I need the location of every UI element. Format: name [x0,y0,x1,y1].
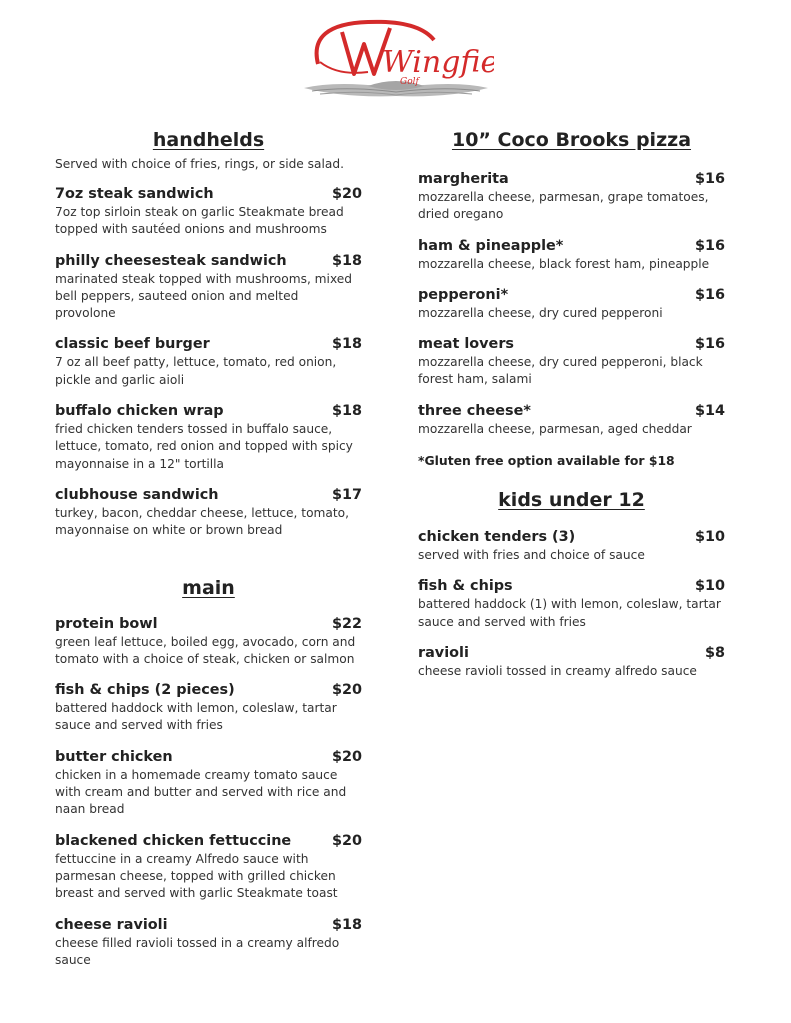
item-description: cheese ravioli tossed in creamy alfredo sauce [418,663,697,678]
item-description: turkey, bacon, cheddar cheese, lettuce, tomato, mayonnaise on white or brown bread [55,505,349,538]
logo-sub: Golf [400,77,419,87]
item-name: fish & chips (2 pieces) [55,682,235,699]
menu-item [55,185,362,239]
item-description: marinated steak topped with mushrooms, mixed bell peppers, sauteed onion and melted provolone [55,271,353,321]
item-description: battered haddock (1) with lemon, coleslaw, tartar sauce and served with fries [418,597,721,629]
item-price: $14 [694,402,725,419]
item-description: mozzarella cheese, parmesan, grape tomatoes, dried oregano [418,190,709,222]
kids-list [418,528,725,680]
item-description: cheese filled ravioli tossed in a creamy alfredo sauce [55,935,340,967]
item-name: cheese ravioli [55,916,168,933]
item-price: $10 [694,578,725,595]
menu-item [55,832,362,903]
pizza-title: 10” Coco Brooks pizza [451,129,692,151]
item-price: $16 [694,171,725,187]
item-description: served with fries and choice of sauce [418,548,645,563]
menu-item [418,402,725,438]
handhelds-note: Served with choice of fries, rings, or side salad. [55,157,344,171]
item-description: mozzarella cheese, dry cured pepperoni, black forest ham, salami [418,355,703,387]
item-price: $17 [331,486,362,503]
item-name: butter chicken [55,748,173,765]
menu-item [55,335,362,389]
item-description: mozzarella cheese, black forest ham, pineapple [418,256,710,271]
item-name: clubhouse sandwich [55,486,219,503]
item-price: $16 [694,336,725,353]
menu-item [418,528,725,564]
item-name: margherita [418,171,509,187]
logo-brand: Wingfi [382,45,481,80]
item-description: chicken in a homemade creamy tomato sauce with cream and butter and served with rice and naan bread [55,767,347,817]
item-name: 7oz steak sandwich [55,186,214,202]
gluten-free-note: *Gluten free option available for $18 [418,453,675,469]
menu-item [55,748,362,819]
item-price: $10 [694,529,725,546]
item-name: fish & chips [418,578,513,595]
item-price: $20 [331,832,362,849]
item-price: $18 [331,336,362,353]
right-column [418,126,725,680]
item-description: fettuccine in a creamy Alfredo sauce with parmesan cheese, topped with grilled chicken breast and served with garlic Steakmate toast [55,851,338,901]
wingfield-golf-logo [298,14,494,106]
menu-item [55,402,362,473]
menu-item [418,286,725,322]
pizza-list [418,170,725,438]
item-price: $16 [694,237,725,254]
menu-item [418,644,725,680]
handhelds-list [55,185,362,540]
item-price: $8 [704,644,725,661]
menu-item [55,615,362,669]
item-name: ham & pineapple* [418,237,564,254]
item-price: $20 [331,186,362,202]
item-description: battered haddock with lemon, coleslaw, tartar sauce and served with fries [55,701,337,733]
item-name: blackened chicken fettuccine [55,832,292,849]
item-price: $20 [331,682,362,699]
item-description: 7 oz all beef patty, lettuce, tomato, red onion, pickle and garlic aioli [55,355,337,387]
item-price: $18 [331,403,362,420]
left-column [55,126,362,969]
item-name: meat lovers [418,336,514,353]
menu-item [55,681,362,735]
menu-item [418,335,725,389]
item-name: philly cheesesteak sandwich [55,252,287,269]
kids-title: kids under 12 [498,489,645,512]
menu-item [418,237,725,273]
item-name: ravioli [418,644,469,661]
item-name: chicken tenders (3) [418,529,576,546]
item-price: $22 [331,615,362,632]
item-price: $18 [331,252,362,269]
item-description: mozzarella cheese, dry cured pepperoni [418,305,663,320]
item-name: pepperoni* [418,286,509,303]
item-price: $16 [694,286,725,303]
main-title: main [182,576,235,599]
menu-item [418,170,725,224]
item-name: protein bowl [55,615,158,632]
menu-item [55,486,362,540]
item-description: mozzarella cheese, parmesan, aged cheddar [418,421,692,436]
item-description: fried chicken tenders tossed in buffalo sauce, lettuce, tomato, red onion and topped with spicy mayonnaise in a 12" tortilla [55,422,353,471]
menu-item [418,577,725,631]
item-name: buffalo chicken wrap [55,403,224,420]
item-name: three cheese* [418,402,531,419]
item-price: $18 [331,916,362,933]
item-price: $20 [331,748,362,765]
handhelds-title: handhelds [152,129,265,151]
main-list [55,615,362,970]
logo-graphic [298,14,494,106]
item-description: green leaf lettuce, boiled egg, avocado, corn and tomato with a choice of steak, chicken or salmon [55,634,356,666]
item-name: classic beef burger [55,336,210,353]
menu-item [55,916,362,970]
menu-item [55,252,362,323]
item-description: 7oz top sirloin steak on garlic Steakmate bread topped with sautéed onions and mushrooms [55,205,344,237]
